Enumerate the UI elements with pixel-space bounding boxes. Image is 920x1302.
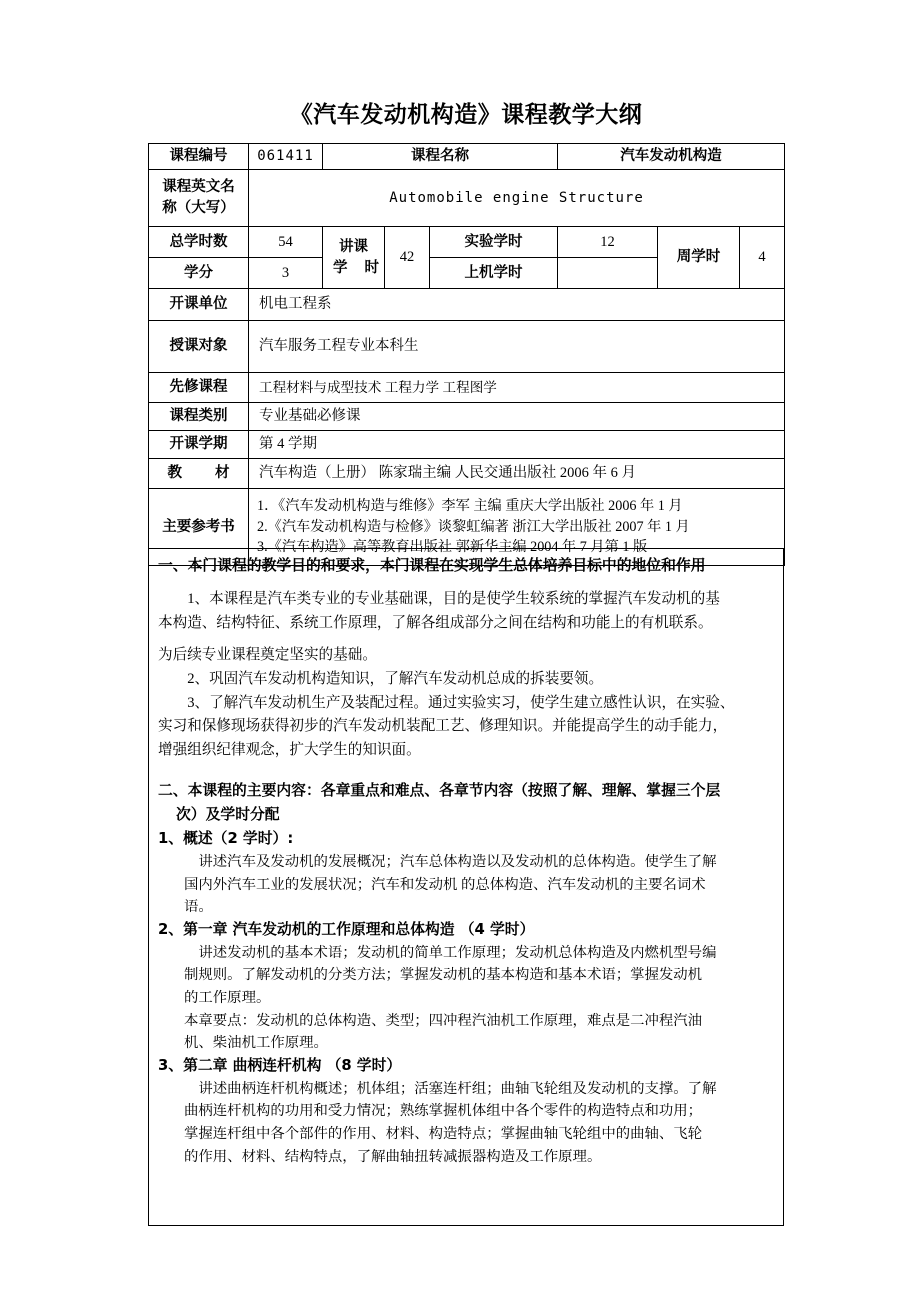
prerequisite-label: 先修课程	[149, 373, 249, 403]
table-row-audience	[149, 321, 785, 373]
section-one-item3-line1: 3、了解汽车发动机生产及装配过程。通过实验实习，使学生建立感性认识，在实验、	[187, 694, 735, 711]
section-two-item-1	[158, 828, 774, 919]
audience-value: 汽车服务工程专业本科生	[249, 321, 785, 373]
section-two-heading-line1: 二、本课程的主要内容：各章重点和难点、各章节内容（按照了解、理解、掌握三个层	[158, 781, 721, 799]
item-heading: 2、第一章 汽车发动机的工作原理和总体构造 （4 学时）	[158, 920, 535, 938]
category-label: 课程类别	[149, 403, 249, 431]
item-heading: 3、第二章 曲柄连杆机构 （8 学时）	[158, 1056, 402, 1074]
english-name-label-line2: 称（大写）	[162, 200, 235, 217]
item-body-line: 制规则。了解发动机的分类方法；掌握发动机的基本构造和基本术语；掌握发动机	[184, 967, 703, 984]
section-one-item3-line3: 增强组织纪律观念，扩大学生的知识面。	[158, 742, 421, 759]
item-body-line: 的工作原理。	[184, 989, 271, 1006]
total-hours-label: 总学时数	[149, 227, 249, 258]
item-body-line: 的作用、材料、结构特点，了解曲轴扭转减振器构造及工作原理。	[184, 1148, 602, 1165]
item-body-line: 语。	[184, 899, 213, 916]
total-hours-value: 54	[249, 227, 323, 258]
audience-label: 授课对象	[149, 321, 249, 373]
item-body-line: 本章要点：发动机的总体构造、类型；四冲程汽油机工作原理，难点是二冲程汽油	[184, 1012, 703, 1029]
weekly-hours-label: 周学时	[658, 227, 740, 289]
section-two-item-2	[158, 919, 774, 1055]
section-one-item1-line3: 为后续专业课程奠定坚实的基础。	[158, 647, 377, 664]
english-name-value: Automobile engine Structure	[249, 170, 785, 227]
spacer	[158, 579, 774, 588]
section-one-item1-line2: 本构造、结构特征、系统工作原理，了解各组成部分之间在结构和功能上的有机联系。	[158, 614, 713, 631]
table-row-semester	[149, 431, 785, 459]
department-value: 机电工程系	[249, 289, 785, 321]
item-heading: 1、概述（2 学时）:	[158, 830, 294, 848]
section-one-item2: 2、巩固汽车发动机构造知识，了解汽车发动机总成的拆装要领。	[187, 671, 604, 688]
lecture-hours-label	[323, 227, 385, 289]
lecture-hours-label-line1: 讲课	[339, 238, 368, 255]
section-one-item3-line2: 实习和保修现场获得初步的汽车发动机装配工艺、修理知识。并能提高学生的动手能力，	[158, 718, 728, 735]
experiment-hours-value: 12	[558, 227, 658, 258]
section-one-item1-line1: 1、本课程是汽车类专业的专业基础课，目的是使学生较系统的掌握汽车发动机的基	[187, 591, 720, 608]
table-row-category	[149, 403, 785, 431]
item-body-line: 国内外汽车工业的发展状况；汽车和发动机 的总体构造、汽车发动机的主要名词术	[184, 876, 706, 893]
table-row-total-hours	[149, 227, 785, 258]
table-row-english-name	[149, 170, 785, 227]
table-row-textbook	[149, 459, 785, 489]
course-code-label: 课程编号	[149, 144, 249, 170]
table-row-department	[149, 289, 785, 321]
list-item: 2.《汽车发动机构造与检修》谈黎虹编著 浙江大学出版社 2007 年 1 月	[257, 518, 690, 535]
lecture-hours-label-line2: 学 时	[333, 259, 386, 276]
computer-hours-label: 上机学时	[430, 258, 558, 289]
weekly-hours-value: 4	[740, 227, 785, 289]
table-row-prerequisite	[149, 373, 785, 403]
computer-hours-value	[558, 258, 658, 289]
table-row-course-code	[149, 144, 785, 170]
spacer	[158, 763, 774, 780]
section-one-heading: 一、本门课程的教学目的和要求，本门课程在实现学生总体培养目标中的地位和作用	[158, 557, 706, 574]
lecture-hours-value: 42	[385, 227, 430, 289]
section-two-heading-line2: 次）及学时分配	[176, 805, 280, 823]
credit-value: 3	[249, 258, 323, 289]
english-name-label	[149, 170, 249, 227]
page-title: 《汽车发动机构造》课程教学大纲	[289, 102, 643, 128]
references-label: 主要参考书	[149, 489, 249, 566]
syllabus-body-block	[148, 548, 784, 1226]
item-body-line: 讲述发动机的基本术语；发动机的简单工作原理；发动机总体构造及内燃机型号编	[198, 944, 717, 961]
prerequisite-value: 工程材料与成型技术 工程力学 工程图学	[249, 373, 785, 403]
credit-label: 学分	[149, 258, 249, 289]
textbook-value: 汽车构造（上册） 陈家瑞主编 人民交通出版社 2006 年 6 月	[249, 459, 785, 489]
item-body-line: 曲柄连杆机构的功用和受力情况；熟练掌握机体组中各个零件的构造特点和功用；	[184, 1103, 703, 1120]
course-info-table	[148, 143, 785, 566]
list-item: 3.《汽车构造》高等教育出版社 郭新华主编 2004 年 7 月第 1 版	[257, 539, 648, 556]
spacer	[158, 635, 774, 644]
english-name-label-line1: 课程英文名	[162, 179, 235, 195]
item-body-line: 讲述汽车及发动机的发展概况；汽车总体构造以及发动机的总体构造。使学生了解	[198, 853, 717, 870]
list-item: 1．《汽车发动机构造与维修》李军 主编 重庆大学出版社 2006 年 1 月	[257, 498, 683, 515]
textbook-label: 教 材	[149, 459, 249, 489]
course-name-label: 课程名称	[323, 144, 558, 170]
item-body-line: 机、柴油机工作原理。	[184, 1035, 328, 1052]
course-name-value: 汽车发动机构造	[558, 144, 785, 170]
item-body-line: 讲述曲柄连杆机构概述；机体组；活塞连杆组；曲轴飞轮组及发动机的支撑。了解	[198, 1080, 717, 1097]
semester-label: 开课学期	[149, 431, 249, 459]
section-two-item-3	[158, 1055, 774, 1168]
item-body-line: 掌握连杆组中各个部件的作用、材料、构造特点；掌握曲轴飞轮组中的曲轴、飞轮	[184, 1125, 703, 1142]
course-code-value: 061411	[249, 144, 323, 170]
experiment-hours-label: 实验学时	[430, 227, 558, 258]
category-value: 专业基础必修课	[249, 403, 785, 431]
semester-value: 第 4 学期	[249, 431, 785, 459]
department-label: 开课单位	[149, 289, 249, 321]
